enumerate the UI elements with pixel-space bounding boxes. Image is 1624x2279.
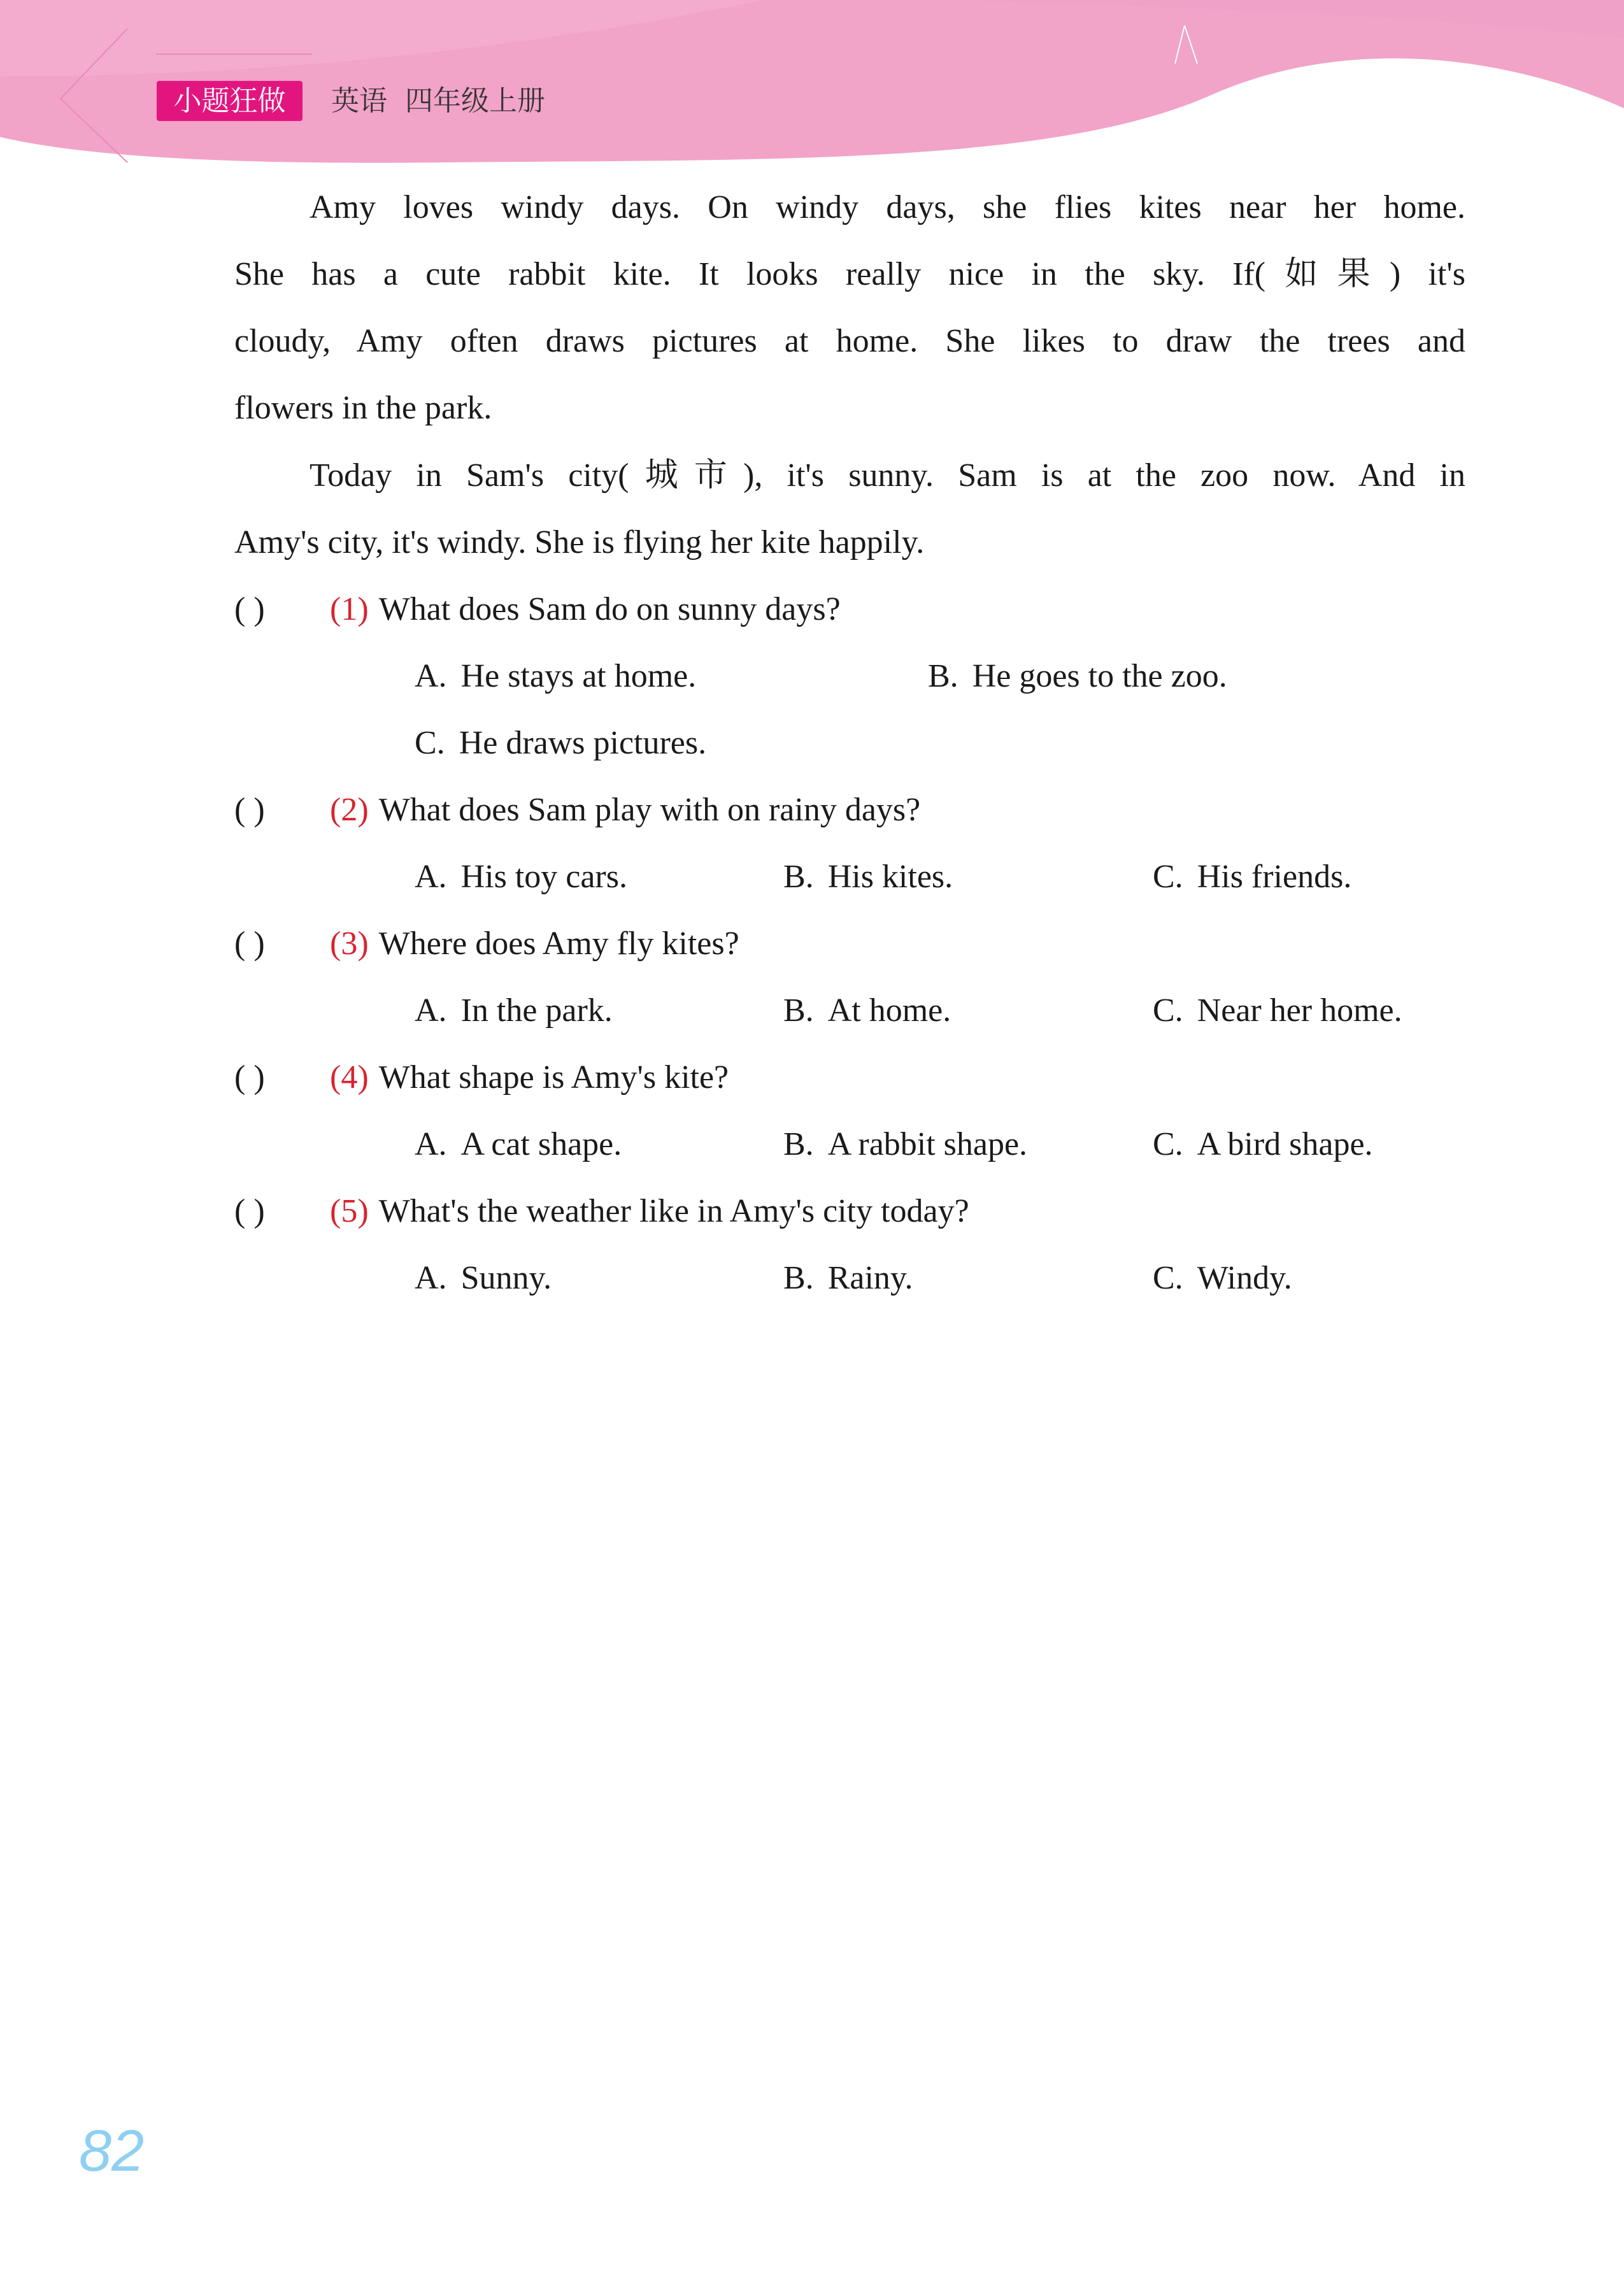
question-number: (5) [330,1193,369,1229]
answer-blank[interactable]: ( ) [234,925,265,962]
passage-line: flowers in the park. [234,390,492,426]
option-text: His toy cars. [460,859,627,895]
option-b [783,1256,913,1301]
passage-line: She has a cute rabbit kite. It looks really nice in the sky. If(如果) it's [234,256,1465,292]
option-text: Rainy. [827,1260,913,1296]
option-letter: C. [415,725,445,761]
answer-blank[interactable]: ( ) [234,1059,265,1096]
question-number: (4) [330,1059,369,1096]
passage-line: Today in Sam's city(城市), it's sunny. Sam is at the zoo now. And in [310,457,1465,494]
option-b [783,1122,1027,1167]
option-a [415,855,627,899]
passage-line: Amy loves windy days. On windy days, she flies kites near her home. [310,189,1465,225]
option-text: At home. [827,992,951,1029]
option-text: His friends. [1197,859,1352,895]
option-c [1153,989,1402,1033]
option-letter: B. [783,1260,814,1296]
option-letter: A. [415,992,447,1029]
question-text: What does Sam do on sunny days? [378,591,841,627]
option-text: A bird shape. [1197,1126,1373,1162]
question-text: What does Sam play with on rainy days? [378,792,921,828]
question-4 [234,1055,729,1100]
option-c [1153,1122,1373,1167]
question-1 [234,587,841,632]
option-c [1153,1256,1292,1301]
option-text: Near her home. [1197,992,1402,1029]
option-b [783,989,951,1033]
question-text: What's the weather like in Amy's city today? [378,1193,969,1229]
option-b [928,654,1227,699]
answer-blank[interactable]: ( ) [234,591,265,627]
option-c [1153,855,1351,899]
answer-blank[interactable]: ( ) [234,792,265,828]
passage-line: Amy's city, it's windy. She is flying her kite happily. [234,524,925,561]
option-text: He stays at home. [460,658,697,694]
option-b [783,855,953,899]
option-text: A cat shape. [460,1126,622,1162]
option-text: Windy. [1197,1260,1292,1296]
page-number: 82 [79,2118,145,2183]
option-text: A rabbit shape. [827,1126,1028,1162]
option-letter: A. [415,859,447,895]
option-text: He goes to the zoo. [972,658,1227,694]
option-letter: A. [415,1260,447,1296]
option-letter: C. [1153,992,1183,1029]
option-letter: C. [1153,859,1183,895]
option-text: Sunny. [460,1260,552,1296]
option-letter: B. [783,992,814,1029]
option-letter: C. [1153,1260,1183,1296]
option-letter: B. [928,658,958,694]
option-text: He draws pictures. [459,725,707,761]
passage-line: cloudy, Amy often draws pictures at home. She likes to draw the trees and [234,323,1465,359]
answer-blank[interactable]: ( ) [234,1193,265,1229]
option-a [415,1256,552,1301]
question-number: (1) [330,591,369,627]
series-badge: 小题狂做 [157,81,303,121]
question-2 [234,788,920,832]
option-letter: B. [783,859,814,895]
question-text: What shape is Amy's kite? [378,1059,729,1096]
question-text: Where does Amy fly kites? [378,925,739,962]
option-letter: A. [415,1126,447,1162]
question-number: (3) [330,925,369,962]
option-text: In the park. [460,992,613,1029]
option-c [415,721,706,766]
option-letter: C. [1153,1126,1183,1162]
question-number: (2) [330,792,369,828]
option-letter: B. [783,1126,814,1162]
option-text: His kites. [827,859,953,895]
question-5 [234,1189,969,1234]
option-a [415,654,696,699]
question-3 [234,922,739,966]
option-letter: A. [415,658,447,694]
book-subject: 英语 四年级上册 [331,85,545,117]
option-a [415,989,613,1033]
option-a [415,1122,622,1167]
